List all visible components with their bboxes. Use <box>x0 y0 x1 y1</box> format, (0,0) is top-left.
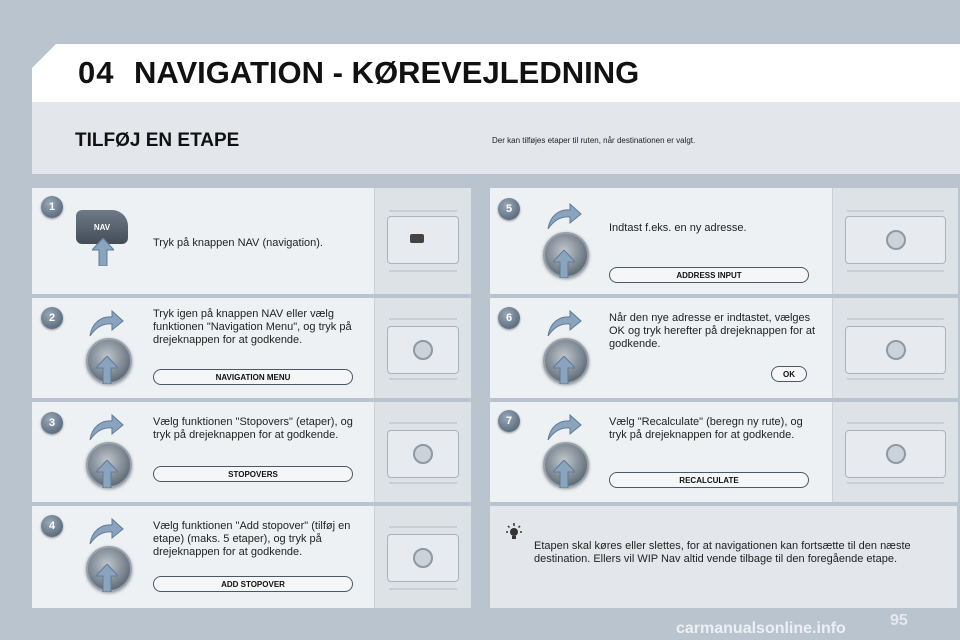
step-3-text: Vælg funktionen "Stopovers" (etaper), og tryk på drejeknappen for at godkende. <box>153 416 353 441</box>
step-7-badge: 7 <box>498 410 520 432</box>
rotate-arrow-icon <box>546 310 582 336</box>
press-arrow-icon <box>96 564 118 592</box>
page-title: NAVIGATION - KØREVEJLEDNING <box>134 55 640 90</box>
step-3-badge: 3 <box>41 412 63 434</box>
step-4-badge: 4 <box>41 515 63 537</box>
step-5-badge: 5 <box>498 198 520 220</box>
step-5-radio-icon <box>832 188 958 294</box>
rotate-arrow-icon <box>88 310 124 336</box>
step-7-menu-label: RECALCULATE <box>609 472 809 488</box>
step-6-text: Når den nye adresse er indtastet, vælges OK og tryk herefter på drejeknappen for at godkende. <box>609 312 816 350</box>
step-4-text: Vælg funktionen "Add stopover" (tilføj en etape) (maks. 5 etaper), og tryk på drejeknappen for at godkende. <box>153 520 351 558</box>
step-2-badge: 2 <box>41 307 63 329</box>
step-6-radio-icon <box>832 298 958 398</box>
step-4-menu-label: ADD STOPOVER <box>153 576 353 592</box>
step-7-radio-icon <box>832 402 958 502</box>
light-bulb-icon <box>504 523 524 543</box>
nav-button-icon: NAV <box>76 210 128 244</box>
press-arrow-icon <box>96 356 118 384</box>
page-number: 95 <box>890 612 908 629</box>
watermark: carmanualsonline.info <box>676 620 846 637</box>
step-5-text: Indtast f.eks. en ny adresse. <box>609 222 747 234</box>
step-1-radio-icon <box>374 188 471 294</box>
rotate-arrow-icon <box>88 414 124 440</box>
rotate-arrow-icon <box>546 414 582 440</box>
chapter-number: 04 <box>78 55 115 90</box>
rotate-arrow-icon <box>546 203 582 229</box>
press-arrow-icon <box>553 250 575 278</box>
step-3-radio-icon <box>374 402 471 502</box>
step-2-text: Tryk igen på knappen NAV eller vælg funktionen "Navigation Menu", og tryk på drejeknappen for at godkende. <box>153 308 352 346</box>
section-title: TILFØJ EN ETAPE <box>75 130 240 151</box>
press-arrow-icon <box>553 460 575 488</box>
step-2-radio-icon <box>374 298 471 398</box>
step-6-badge: 6 <box>498 307 520 329</box>
step-1-badge: 1 <box>41 196 63 218</box>
step-6-ok-label: OK <box>771 366 807 382</box>
step-4-radio-icon <box>374 506 471 608</box>
rotate-arrow-icon <box>88 518 124 544</box>
press-arrow-icon <box>553 356 575 384</box>
section-intro: Der kan tilføjes etaper til ruten, når destinationen er valgt. <box>492 136 696 145</box>
press-arrow-icon <box>92 238 114 266</box>
press-arrow-icon <box>96 460 118 488</box>
note-text: Etapen skal køres eller slettes, for at navigationen kan fortsætte til den næste destination. Ellers vil WIP Nav altid vende tilbage til den foregående etape. <box>534 540 911 565</box>
step-5-menu-label: ADDRESS INPUT <box>609 267 809 283</box>
step-3-menu-label: STOPOVERS <box>153 466 353 482</box>
step-7-text: Vælg "Recalculate" (beregn ny rute), og tryk på drejeknappen for at godkende. <box>609 416 803 441</box>
step-2-menu-label: NAVIGATION MENU <box>153 369 353 385</box>
step-1-text: Tryk på knappen NAV (navigation). <box>153 237 323 249</box>
